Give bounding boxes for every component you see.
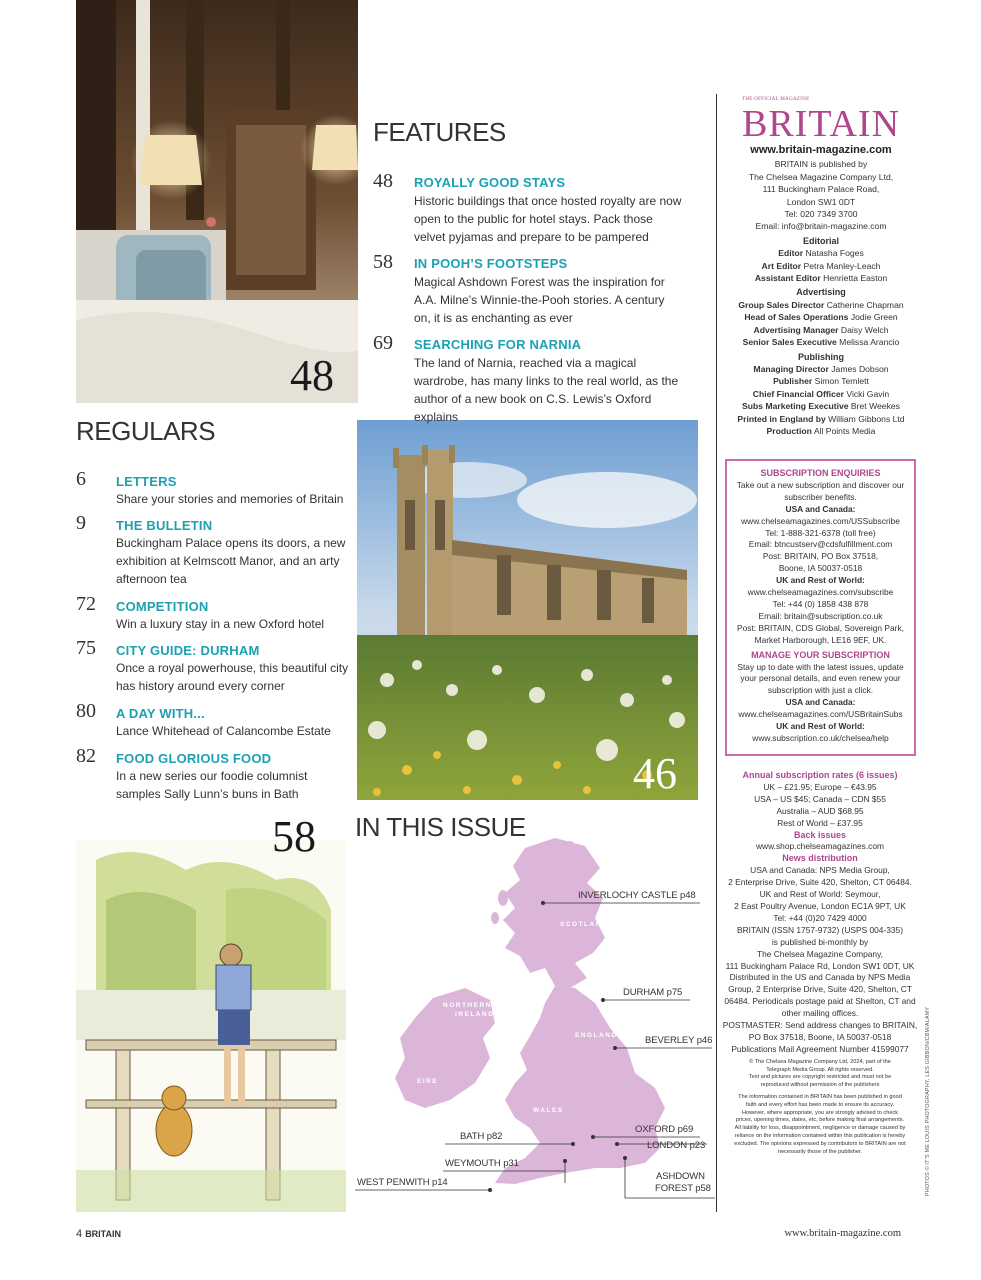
disclaimer-line: reliance on the information contained within this publication is hereby xyxy=(734,1132,906,1139)
subscription-usa-heading: USA and Canada: xyxy=(785,503,856,514)
rate-line: UK – £21.95; Europe – €43.95 xyxy=(763,781,877,792)
feature-heading: SEARCHING FOR NARNIA xyxy=(414,337,582,352)
map-label-london[interactable]: LONDON p23 xyxy=(647,1140,706,1151)
regular-page-number: 80 xyxy=(76,700,96,722)
map-label-west-penwith[interactable]: WEST PENWITH p14 xyxy=(357,1177,448,1188)
manage-usa-heading: USA and Canada: xyxy=(785,697,856,708)
staff-name: William Gibbons Ltd xyxy=(828,413,905,424)
feature-heading: IN POOH’S FOOTSTEPS xyxy=(414,256,568,271)
regular-heading: THE BULLETIN xyxy=(116,518,213,533)
bedroom-photo xyxy=(76,0,358,403)
subscription-box xyxy=(725,459,916,756)
staff-name: Vicki Gavin xyxy=(846,388,890,399)
manage-line: subscription with just a click. xyxy=(767,685,874,696)
abbey-page-number: 46 xyxy=(633,749,677,798)
staff-role: Production xyxy=(766,425,812,436)
manage-uk-url[interactable]: www.subscription.co.uk/chelsea/help xyxy=(752,732,889,743)
feature-item[interactable] xyxy=(373,251,703,326)
news-line: BRITAIN (ISSN 1757-9732) (USPS 004-335) xyxy=(736,924,904,935)
regular-page-number: 6 xyxy=(76,468,86,490)
pooh-illustration xyxy=(76,840,346,1212)
feature-description: Magical Ashdown Forest was the inspiration for A.A. Milne’s Winnie-the-Pooh stories. A century on, it is as enchanting as ever xyxy=(414,275,665,325)
staff-name: Daisy Welch xyxy=(840,324,889,335)
feature-page-number: 58 xyxy=(373,251,393,273)
map-label-inverlochy[interactable]: INVERLOCHY CASTLE p48 xyxy=(578,890,696,901)
staff-name: All Points Media xyxy=(813,425,876,436)
manage-line: your personal details, and even renew your xyxy=(740,673,901,684)
regular-heading: LETTERS xyxy=(116,474,177,489)
staff-line xyxy=(724,324,918,336)
staff-role: Senior Sales Executive xyxy=(742,337,837,348)
rates-section xyxy=(720,770,920,1156)
staff-line xyxy=(724,388,918,400)
column-divider xyxy=(716,94,717,1212)
manage-usa-url[interactable]: www.chelseamagazines.com/USBritainSubs xyxy=(738,709,903,720)
regular-item[interactable] xyxy=(76,468,351,508)
disclaimer-line: The information contained in BRITAIN has been published in good xyxy=(738,1093,902,1100)
masthead xyxy=(724,94,918,437)
map-country-ni-line1: NORTHERN xyxy=(443,1002,492,1009)
staff-role: Group Sales Director xyxy=(738,299,825,310)
regular-item[interactable] xyxy=(76,593,351,633)
news-line: USA and Canada: NPS Media Group, xyxy=(750,865,890,876)
regular-page-number: 9 xyxy=(76,512,86,534)
regular-item[interactable] xyxy=(76,700,351,740)
staff-role: Managing Director xyxy=(753,363,829,374)
staff-name: Henrietta Easton xyxy=(823,273,888,284)
staff-line xyxy=(724,413,918,425)
rates-heading: Annual subscription rates (6 issues) xyxy=(742,770,898,780)
map-label-bath[interactable]: BATH p82 xyxy=(460,1131,503,1142)
publisher-line: The Chelsea Magazine Company Ltd, xyxy=(748,171,894,182)
regular-heading: FOOD GLORIOUS FOOD xyxy=(116,751,272,766)
manage-line: Stay up to date with the latest issues, update xyxy=(737,661,904,672)
staff-name: Jodie Green xyxy=(850,312,898,323)
advertising-heading: Advertising xyxy=(796,287,846,298)
news-line: Publications Mail Agreement Number 41599077 xyxy=(731,1043,909,1054)
news-line: 2 Enterprise Drive, Suite 420, Shelton, CT 06484. xyxy=(728,877,912,888)
news-distribution-heading: News distribution xyxy=(782,853,858,864)
subscription-usa-line: Post: BRITAIN, PO Box 37518, xyxy=(762,551,879,562)
feature-description: Historic buildings that once hosted royalty are now open to the public for hotel stays. Pack those velvet pyjamas and prepare to be pampered xyxy=(414,194,682,244)
staff-line xyxy=(724,272,918,284)
regular-description: Win a luxury stay in a new Oxford hotel xyxy=(116,617,325,631)
subscription-uk-line: Email: britain@subscription.co.uk xyxy=(758,610,883,621)
regular-page-number: 75 xyxy=(76,637,96,659)
masthead-website[interactable]: www.britain-magazine.com xyxy=(750,144,892,157)
masthead-tag: THE OFFICIAL MAGAZINE xyxy=(742,97,810,102)
editorial-heading: Editorial xyxy=(802,235,839,246)
rate-line: USA – US $45; Canada – CDN $55 xyxy=(754,793,886,804)
staff-role: Chief Financial Officer xyxy=(752,388,844,399)
copyright-block xyxy=(720,1059,920,1090)
map-country-eire: EIRE xyxy=(417,1078,439,1085)
publisher-line: BRITAIN is published by xyxy=(774,159,868,170)
staff-name: Melissa Arancio xyxy=(839,337,900,348)
regular-item[interactable] xyxy=(76,745,351,805)
subscription-usa-line: Email: btncustserv@cdsfulfillment.com xyxy=(748,539,893,550)
subscription-uk-line: Post: BRITAIN, CDS Global, Sovereign Park, xyxy=(737,622,904,633)
feature-item[interactable] xyxy=(373,170,703,244)
news-line: UK and Rest of World: Seymour, xyxy=(759,889,881,900)
subscription-intro: Take out a new subscription and discover our xyxy=(736,479,905,490)
subscription-usa-url[interactable]: www.chelseamagazines.com/USSubscribe xyxy=(741,515,900,526)
staff-role: Art Editor xyxy=(761,260,802,271)
map-label-ashdown-line1[interactable]: ASHDOWN xyxy=(656,1171,705,1182)
rate-line: Rest of World – £37.95 xyxy=(777,817,863,828)
news-line: 06484. Periodicals postage paid at Shelton, CT and xyxy=(724,996,916,1007)
regular-description: Buckingham Palace opens its doors, a new exhibition at Kelmscott Manor, and an arty afternoon tea xyxy=(116,536,346,586)
disclaimer-line: faith and every effort has been made to ensure its accuracy. xyxy=(745,1101,895,1108)
staff-role: Head of Sales Operations xyxy=(744,312,849,323)
regulars-title: REGULARS xyxy=(76,416,216,446)
uk-map xyxy=(355,838,720,1210)
disclaimer-block xyxy=(720,1094,920,1156)
regular-heading: COMPETITION xyxy=(116,599,209,614)
publisher-line: London SW1 0DT xyxy=(786,196,856,207)
staff-line xyxy=(724,260,918,272)
staff-line xyxy=(724,375,918,387)
subscription-usa-line: Boone, IA 50037-0518 xyxy=(778,563,863,574)
staff-name: Catherine Chapman xyxy=(826,299,904,310)
map-label-beverley[interactable]: BEVERLEY p46 xyxy=(645,1035,713,1046)
news-line: Group, 2 Enterprise Drive, Suite 420, Shelton, CT xyxy=(728,984,912,995)
staff-role: Assistant Editor xyxy=(754,273,821,284)
map-country-england: ENGLAND xyxy=(575,1032,618,1039)
copyright-line: Telegraph Media Group. All rights reserved. xyxy=(766,1066,874,1073)
back-issues-heading: Back issues xyxy=(793,829,847,840)
staff-name: Petra Manley-Leach xyxy=(803,260,881,271)
copyright-line: © The Chelsea Magazine Company Ltd, 2024, part of the xyxy=(749,1058,891,1065)
news-line: Tel: +44 (0)20 7429 4000 xyxy=(773,912,867,923)
staff-line xyxy=(724,400,918,412)
regular-heading: CITY GUIDE: DURHAM xyxy=(116,643,260,658)
feature-page-number: 69 xyxy=(373,332,393,354)
regular-item[interactable] xyxy=(76,637,351,697)
footer-folio xyxy=(76,1228,121,1240)
disclaimer-line: All liability for loss, disappointment, negligence or damage caused by xyxy=(734,1125,906,1132)
subscription-uk-line: Market Harborough, LE16 9EF, UK. xyxy=(754,634,887,645)
pooh-page-number: 58 xyxy=(272,812,316,861)
regular-page-number: 82 xyxy=(76,745,96,767)
regular-page-number: 72 xyxy=(76,593,96,615)
map-country-ni-line2: IRELAND xyxy=(455,1011,495,1018)
news-line: other mailing offices. xyxy=(781,1008,859,1019)
publisher-line: Tel: 020 7349 3700 xyxy=(784,209,858,220)
regular-heading: A DAY WITH... xyxy=(116,706,205,721)
subscription-usa-line: Tel: 1-888-321-6378 (toll free) xyxy=(765,527,876,538)
regular-description: In a new series our foodie columnist samples Sally Lunn’s buns in Bath xyxy=(116,769,308,801)
map-label-oxford[interactable]: OXFORD p69 xyxy=(635,1124,694,1135)
publisher-line: Email: info@britain-magazine.com xyxy=(755,221,887,232)
disclaimer-line: However, where appropriate, you are strongly advised to check xyxy=(741,1109,899,1116)
staff-role: Editor xyxy=(778,248,804,259)
map-country-scotland: SCOTLAND xyxy=(560,921,609,928)
staff-name: James Dobson xyxy=(831,363,889,374)
staff-line xyxy=(724,247,918,259)
news-line: PO Box 37518, Boone, IA 50037-0518 xyxy=(748,1031,892,1042)
bedroom-page-number: 48 xyxy=(290,351,334,400)
footer-page-number: 4 xyxy=(76,1228,83,1240)
features-title: FEATURES xyxy=(373,117,506,147)
regular-description: Share your stories and memories of Britain xyxy=(116,492,344,506)
staff-role: Advertising Manager xyxy=(753,324,839,335)
copyright-line: reproduced without permission of the publishers xyxy=(760,1082,880,1089)
staff-name: Natasha Foges xyxy=(805,248,864,259)
staff-line xyxy=(724,311,918,323)
map-country-wales: WALES xyxy=(533,1107,564,1114)
staff-role: Printed in England by xyxy=(737,413,826,424)
footer-url[interactable]: www.britain-magazine.com xyxy=(784,1228,901,1239)
subscription-uk-url[interactable]: www.chelseamagazines.com/subscribe xyxy=(747,587,894,598)
news-line: POSTMASTER: Send address changes to BRITAIN, xyxy=(722,1020,918,1031)
publishing-heading: Publishing xyxy=(798,351,844,362)
staff-name: Simon Temlett xyxy=(814,376,869,387)
feature-page-number: 48 xyxy=(373,170,393,192)
staff-line xyxy=(724,336,918,348)
news-line: 111 Buckingham Palace Rd, London SW1 0DT, UK xyxy=(725,960,915,971)
rate-line: Australia – AUD $68.95 xyxy=(776,805,864,816)
subscription-uk-heading: UK and Rest of World: xyxy=(776,575,865,586)
disclaimer-line: excluded. The opinions expressed by contributors to BRITAIN are not xyxy=(734,1140,906,1147)
disclaimer-line: prices, opening times, dates, etc, before making final arrangements. xyxy=(735,1117,905,1124)
news-line: The Chelsea Magazine Company, xyxy=(756,948,883,959)
map-title: IN THIS ISSUE xyxy=(355,812,526,842)
staff-role: Subs Marketing Executive xyxy=(742,401,849,412)
map-label-weymouth[interactable]: WEYMOUTH p31 xyxy=(445,1158,519,1169)
regular-description: Lance Whitehead of Calancombe Estate xyxy=(116,724,331,738)
news-line: Distributed in the US and Canada by NPS Media xyxy=(729,972,911,983)
manage-uk-heading: UK and Rest of World: xyxy=(776,721,865,732)
footer-brand: BRITAIN xyxy=(85,1229,122,1239)
staff-line xyxy=(724,363,918,375)
subscription-heading: SUBSCRIPTION ENQUIRIES xyxy=(760,468,881,478)
staff-line xyxy=(724,425,918,437)
back-issues-url[interactable]: www.shop.chelseamagazines.com xyxy=(755,841,884,852)
feature-item[interactable] xyxy=(373,332,703,424)
map-label-durham[interactable]: DURHAM p75 xyxy=(623,987,683,998)
staff-name: Bret Weekes xyxy=(850,401,900,412)
news-line: 2 East Poultry Avenue, London EC1A 9PT, UK xyxy=(734,900,906,911)
britain-logo: BRITAIN xyxy=(741,103,901,146)
feature-description: The land of Narnia, reached via a magical wardrobe, has many links to the real world, as the author of a new book on C.S. Lewis’s Oxford explains xyxy=(414,356,679,424)
staff-role: Publisher xyxy=(773,376,813,387)
copyright-line: Text and pictures are copyright restricted and must not be xyxy=(748,1074,892,1081)
subscription-uk-line: Tel: +44 (0) 1858 438 878 xyxy=(772,598,869,609)
map-label-ashdown-line2[interactable]: FOREST p58 xyxy=(655,1183,711,1194)
regular-description: Once a royal powerhouse, this beautiful city has history around every corner xyxy=(116,661,349,693)
publisher-line: 111 Buckingham Palace Road, xyxy=(762,184,880,195)
subscription-intro: subscriber benefits. xyxy=(784,491,857,502)
disclaimer-line: necessarily those of the publisher. xyxy=(777,1148,863,1155)
abbey-photo xyxy=(357,420,698,800)
staff-line xyxy=(724,299,918,311)
manage-subscription-heading: MANAGE YOUR SUBSCRIPTION xyxy=(751,649,890,660)
feature-heading: ROYALLY GOOD STAYS xyxy=(414,175,566,190)
regular-item[interactable] xyxy=(76,512,351,592)
news-line: is published bi-monthly by xyxy=(771,936,869,947)
photo-credit: PHOTOS © IT’S ME LOUIS PHOTOGRAPHY, LES GIBBON/CBM/ALAMY xyxy=(925,1006,931,1196)
